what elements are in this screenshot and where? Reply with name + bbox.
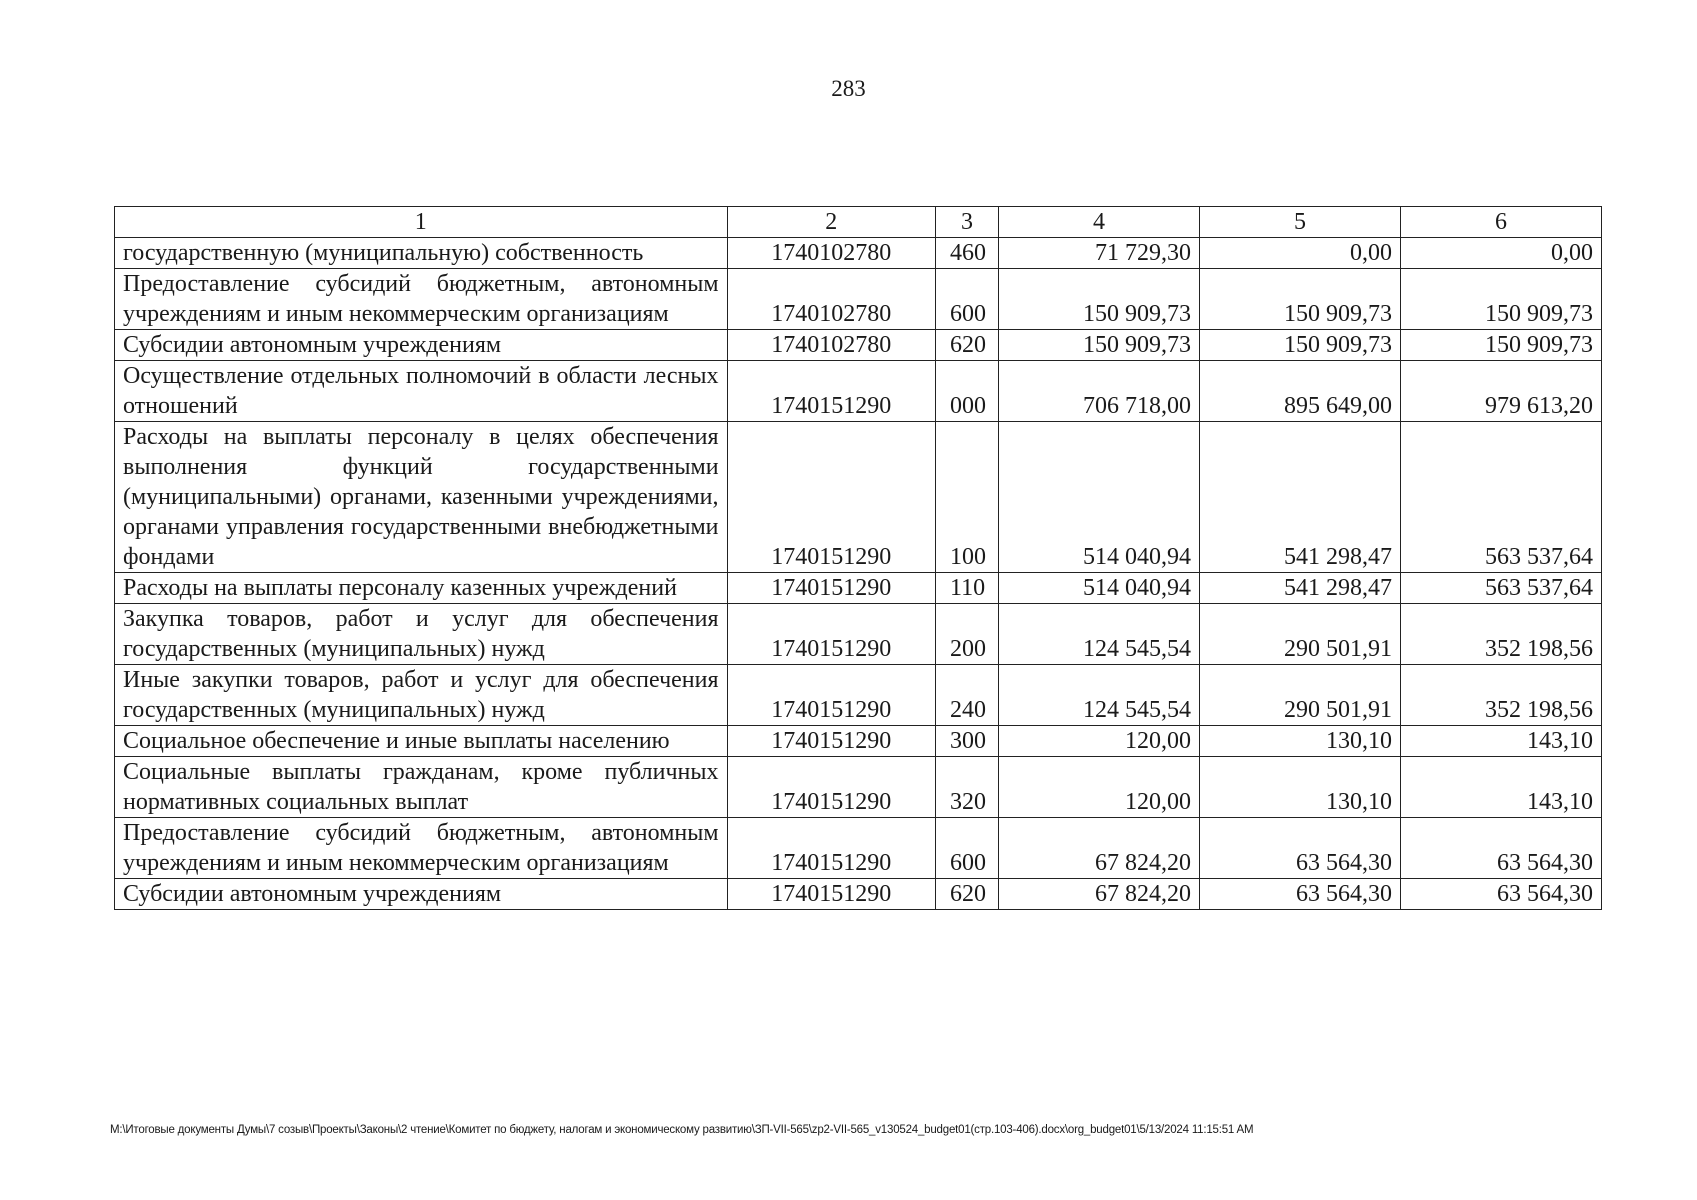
row-value-col4: 120,00 xyxy=(999,726,1200,757)
table-row xyxy=(115,269,1602,330)
row-name: Осуществление отдельных полномочий в области лесных отношений xyxy=(115,361,728,422)
row-value-col4: 150 909,73 xyxy=(999,269,1200,330)
row-name: Расходы на выплаты персоналу казенных учреждений xyxy=(115,573,728,604)
row-expense-type: 100 xyxy=(935,422,998,573)
row-value-col6: 563 537,64 xyxy=(1400,422,1601,573)
table-row xyxy=(115,604,1602,665)
header-col-3: 3 xyxy=(935,207,998,238)
header-col-5: 5 xyxy=(1200,207,1401,238)
row-value-col6: 979 613,20 xyxy=(1400,361,1601,422)
table-row xyxy=(115,330,1602,361)
row-expense-type: 000 xyxy=(935,361,998,422)
row-value-col5: 150 909,73 xyxy=(1200,269,1401,330)
row-name: Социальное обеспечение и иные выплаты населению xyxy=(115,726,728,757)
row-code: 1740151290 xyxy=(727,422,935,573)
header-col-2: 2 xyxy=(727,207,935,238)
row-name: Субсидии автономным учреждениям xyxy=(115,879,728,910)
table-row xyxy=(115,726,1602,757)
row-value-col5: 0,00 xyxy=(1200,238,1401,269)
row-value-col6: 150 909,73 xyxy=(1400,330,1601,361)
row-value-col5: 63 564,30 xyxy=(1200,818,1401,879)
row-value-col5: 63 564,30 xyxy=(1200,879,1401,910)
row-value-col5: 541 298,47 xyxy=(1200,573,1401,604)
row-value-col4: 124 545,54 xyxy=(999,604,1200,665)
row-expense-type: 240 xyxy=(935,665,998,726)
row-code: 1740102780 xyxy=(727,330,935,361)
page-number: 283 xyxy=(831,76,866,101)
row-code: 1740151290 xyxy=(727,818,935,879)
row-expense-type: 620 xyxy=(935,879,998,910)
row-value-col5: 895 649,00 xyxy=(1200,361,1401,422)
row-value-col5: 290 501,91 xyxy=(1200,665,1401,726)
row-expense-type: 460 xyxy=(935,238,998,269)
row-value-col4: 71 729,30 xyxy=(999,238,1200,269)
row-value-col6: 143,10 xyxy=(1400,726,1601,757)
row-code: 1740151290 xyxy=(727,757,935,818)
row-name: Социальные выплаты гражданам, кроме публичных нормативных социальных выплат xyxy=(115,757,728,818)
row-expense-type: 620 xyxy=(935,330,998,361)
row-name: Субсидии автономным учреждениям xyxy=(115,330,728,361)
row-value-col6: 0,00 xyxy=(1400,238,1601,269)
header-col-6: 6 xyxy=(1400,207,1601,238)
row-value-col4: 150 909,73 xyxy=(999,330,1200,361)
table-row xyxy=(115,361,1602,422)
table-row xyxy=(115,573,1602,604)
row-value-col6: 352 198,56 xyxy=(1400,604,1601,665)
row-code: 1740151290 xyxy=(727,726,935,757)
row-expense-type: 300 xyxy=(935,726,998,757)
row-code: 1740151290 xyxy=(727,604,935,665)
row-expense-type: 600 xyxy=(935,269,998,330)
row-value-col4: 706 718,00 xyxy=(999,361,1200,422)
row-value-col6: 63 564,30 xyxy=(1400,818,1601,879)
row-value-col4: 67 824,20 xyxy=(999,818,1200,879)
header-col-4: 4 xyxy=(999,207,1200,238)
table-row xyxy=(115,879,1602,910)
row-value-col6: 143,10 xyxy=(1400,757,1601,818)
row-expense-type: 110 xyxy=(935,573,998,604)
row-name: Иные закупки товаров, работ и услуг для обеспечения государственных (муниципальных) нужд xyxy=(115,665,728,726)
row-name: Предоставление субсидий бюджетным, автономным учреждениям и иным некоммерческим организациям xyxy=(115,269,728,330)
budget-table xyxy=(114,206,1602,910)
row-expense-type: 200 xyxy=(935,604,998,665)
row-value-col6: 63 564,30 xyxy=(1400,879,1601,910)
row-value-col5: 290 501,91 xyxy=(1200,604,1401,665)
row-value-col4: 67 824,20 xyxy=(999,879,1200,910)
row-name: государственную (муниципальную) собственность xyxy=(115,238,728,269)
row-value-col4: 120,00 xyxy=(999,757,1200,818)
row-expense-type: 320 xyxy=(935,757,998,818)
document-file-path: M:\Итоговые документы Думы\7 созыв\Проекты\Законы\2 чтение\Комитет по бюджету, налогам и экономическому развитию\ЗП-VII-565\zp2-VII-565_v130524_budget01(стр.103-406).docx\org_budget01\5/13/2024 11:15:51 AM xyxy=(110,1124,1254,1136)
row-value-col5: 150 909,73 xyxy=(1200,330,1401,361)
row-code: 1740151290 xyxy=(727,573,935,604)
row-name: Закупка товаров, работ и услуг для обеспечения государственных (муниципальных) нужд xyxy=(115,604,728,665)
row-value-col4: 124 545,54 xyxy=(999,665,1200,726)
row-value-col5: 541 298,47 xyxy=(1200,422,1401,573)
table-row xyxy=(115,665,1602,726)
row-value-col6: 150 909,73 xyxy=(1400,269,1601,330)
table-row xyxy=(115,422,1602,573)
row-code: 1740102780 xyxy=(727,238,935,269)
row-code: 1740151290 xyxy=(727,879,935,910)
table-row xyxy=(115,757,1602,818)
row-value-col5: 130,10 xyxy=(1200,757,1401,818)
row-code: 1740102780 xyxy=(727,269,935,330)
row-value-col4: 514 040,94 xyxy=(999,573,1200,604)
table-row xyxy=(115,238,1602,269)
row-code: 1740151290 xyxy=(727,361,935,422)
row-expense-type: 600 xyxy=(935,818,998,879)
row-name: Предоставление субсидий бюджетным, автономным учреждениям и иным некоммерческим организациям xyxy=(115,818,728,879)
row-value-col6: 563 537,64 xyxy=(1400,573,1601,604)
row-value-col5: 130,10 xyxy=(1200,726,1401,757)
table-header-row xyxy=(115,207,1602,238)
row-name: Расходы на выплаты персоналу в целях обеспечения выполнения функций государственными (муниципальными) органами, казенными учреждениями, органами управления государственными внебюджетными фондами xyxy=(115,422,728,573)
table-row xyxy=(115,818,1602,879)
row-value-col4: 514 040,94 xyxy=(999,422,1200,573)
row-code: 1740151290 xyxy=(727,665,935,726)
row-value-col6: 352 198,56 xyxy=(1400,665,1601,726)
header-col-1: 1 xyxy=(115,207,728,238)
